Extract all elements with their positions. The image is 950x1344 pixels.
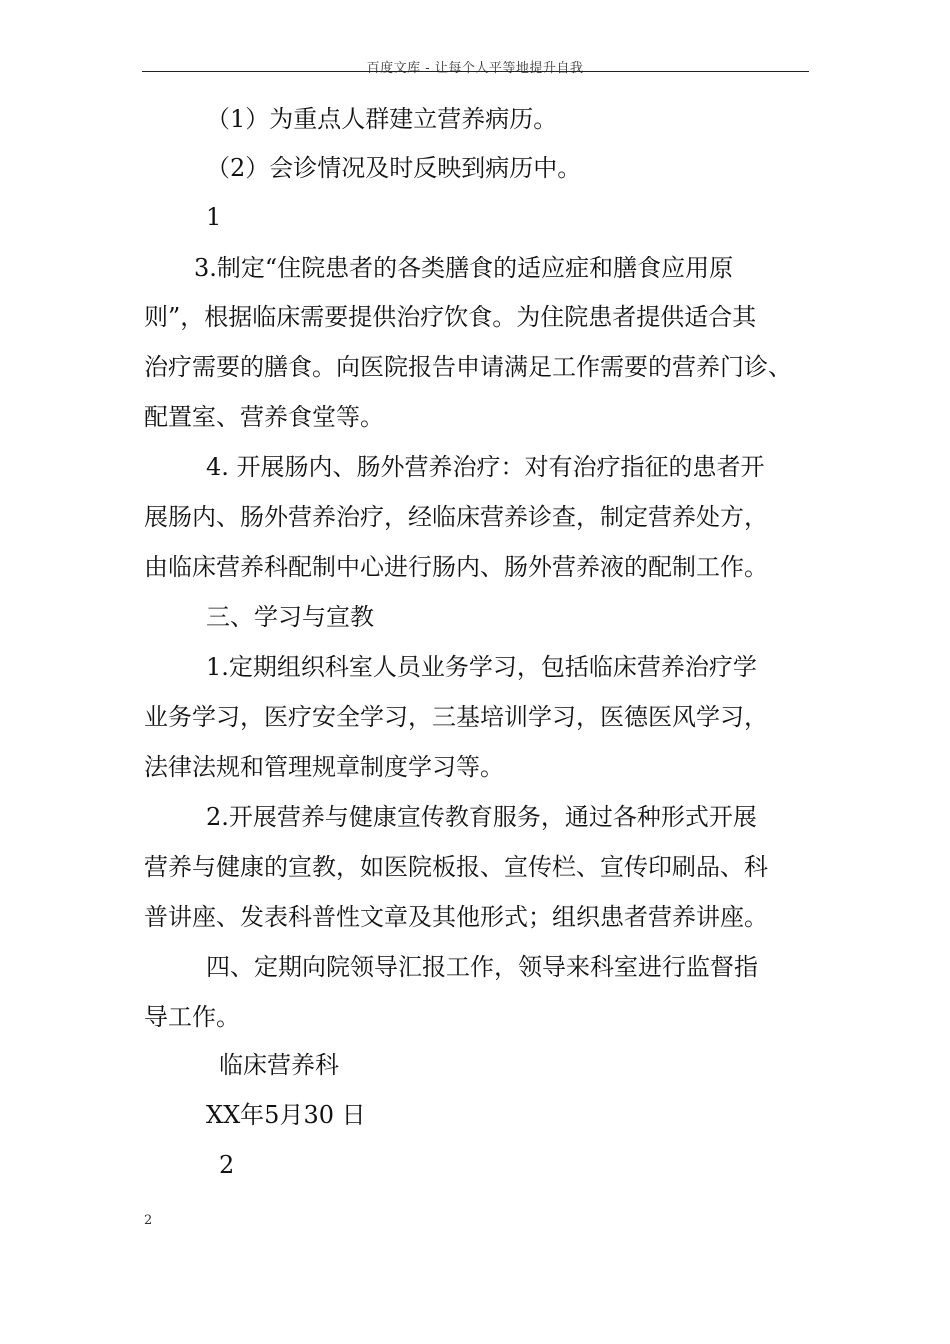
body-line: 治疗需要的膳食。向医院报告申请满足工作需要的营养门诊、: [144, 353, 792, 381]
body-line: （2）会诊情况及时反映到病历中。: [206, 154, 582, 182]
body-line: （1）为重点人群建立营养病历。: [206, 105, 558, 133]
body-line: 配置室、营养食堂等。: [144, 403, 384, 431]
signature-department: 临床营养科: [219, 1051, 339, 1079]
body-line: 2: [219, 1151, 235, 1179]
body-line: 1: [206, 203, 222, 231]
body-line: 4. 开展肠内、肠外营养治疗：对有治疗指征的患者开: [206, 453, 765, 481]
body-line: 法律法规和管理规章制度学习等。: [144, 753, 504, 781]
body-line: 营养与健康的宣教，如医院板报、宣传栏、宣传印刷品、科: [144, 853, 768, 881]
header-title: 百度文库 - 让每个人平等地提升自我: [366, 61, 584, 76]
footer-page-number: 2: [144, 1213, 153, 1228]
body-line: 2.开展营养与健康宣传教育服务，通过各种形式开展: [206, 803, 757, 831]
body-line: 业务学习，医疗安全学习，三基培训学习，医德医风学习，: [144, 703, 768, 731]
body-line: 则”，根据临床需要提供治疗饮食。为住院患者提供适合其: [144, 303, 757, 331]
body-line: 由临床营养科配制中心进行肠内、肠外营养液的配制工作。: [144, 553, 768, 581]
signature-date: XX年5月30 日: [206, 1101, 366, 1129]
body-line: 导工作。: [144, 1003, 240, 1031]
body-line: 展肠内、肠外营养治疗，经临床营养诊查，制定营养处方，: [144, 503, 768, 531]
body-line: 普讲座、发表科普性文章及其他形式；组织患者营养讲座。: [144, 903, 768, 931]
section-heading: 四、定期向院领导汇报工作，领导来科室进行监督指: [206, 953, 758, 981]
section-heading: 三、学习与宣教: [206, 603, 374, 631]
body-line: 1.定期组织科室人员业务学习，包括临床营养治疗学: [206, 653, 757, 681]
body-line: 3.制定“住院患者的各类膳食的适应症和膳食应用原: [194, 254, 734, 282]
header-divider: [142, 71, 809, 72]
